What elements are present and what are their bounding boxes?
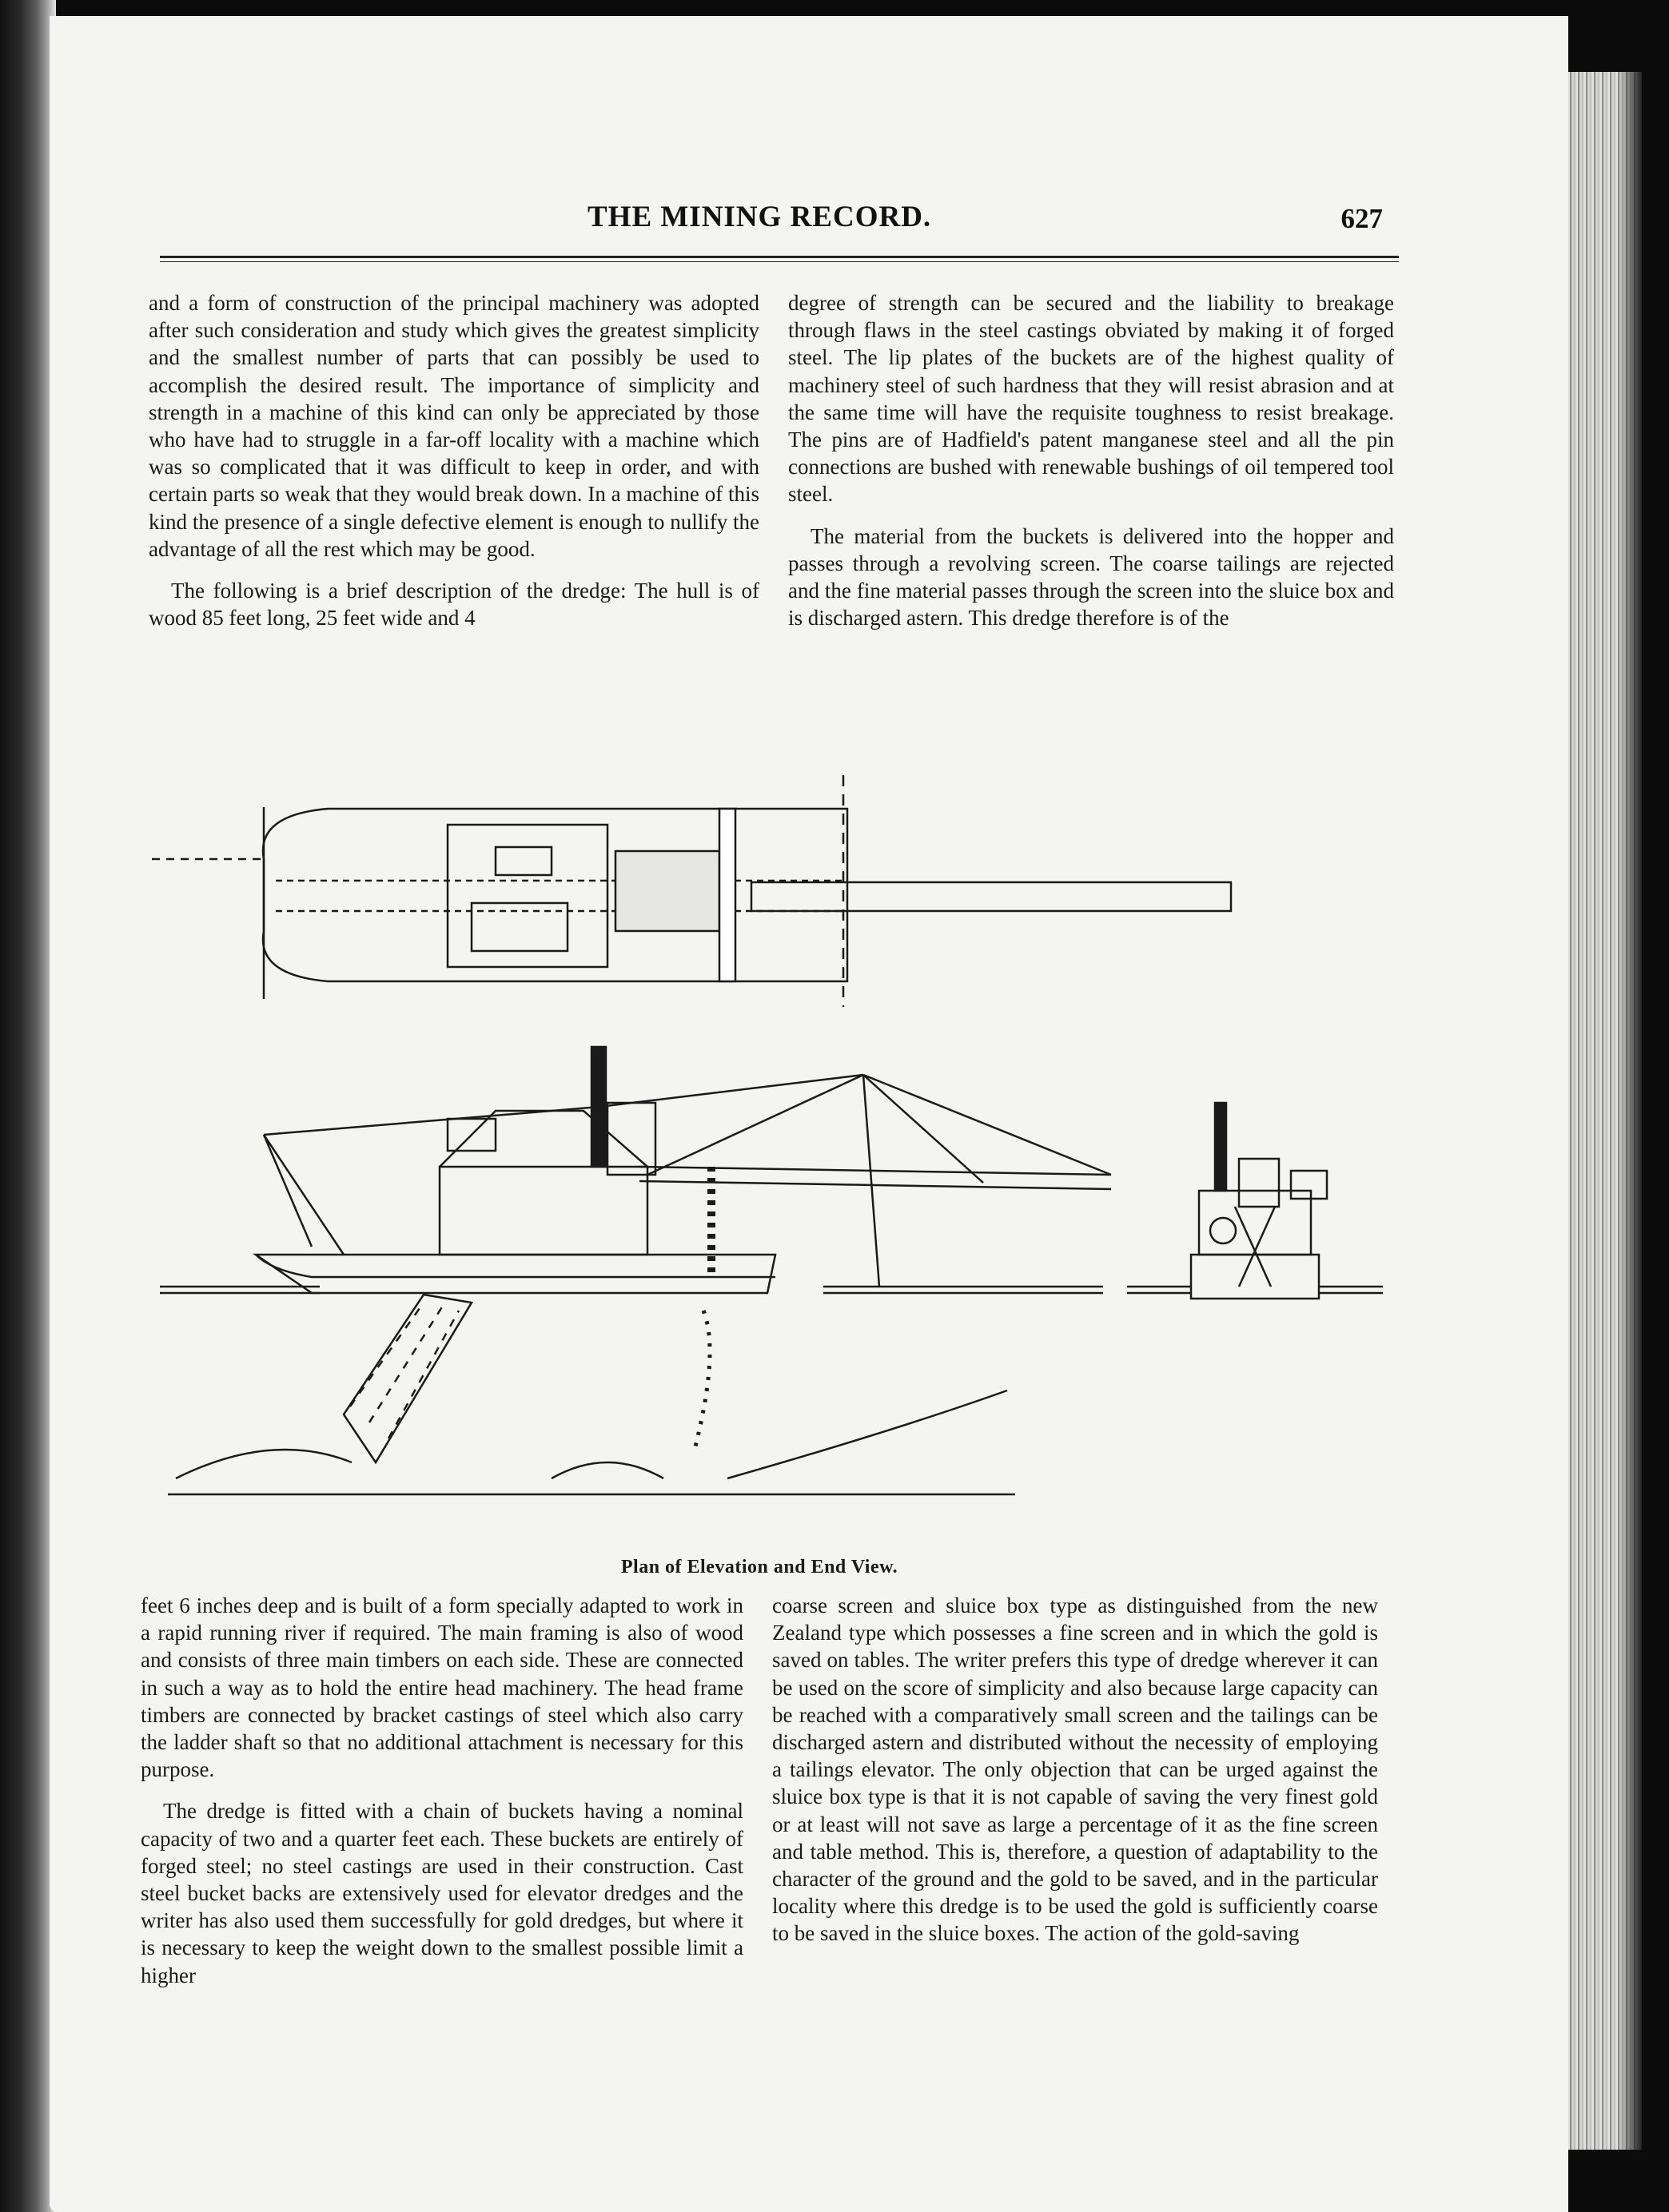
figure-caption: Plan of Elevation and End View.: [620, 1557, 898, 1577]
column-top-right: [788, 289, 1394, 631]
paragraph: The material from the buckets is delivered into the hopper and passes through a revolving screen. The coarse tailings are rejected and the fine material passes through the screen into the sluice box and is discharged astern. This dredge therefore is of the: [788, 523, 1394, 631]
column-bottom-right: [772, 1592, 1378, 1947]
paragraph: coarse screen and sluice box type as distinguished from the new Zealand type which possesses a fine screen and in which the gold is saved on tables. The writer prefers this type of dredge wherever it can be used on the score of simplicity and also because large capacity can be reached with a comparatively small screen and the tailings can be discharged astern and distributed without the necessity of employing a tailings elevator. The only objection that can be urged against the sluice box type is that it is not capable of saving the very finest gold or at least will not save as large a percentage of it as the fine screen and table method. This is, therefore, a question of adaptability to the character of the ground and the gold to be saved, and in the particular locality where this dredge is to be used the gold is sufficiently coarse to be saved in the sluice boxes. The action of the gold-saving: [772, 1593, 1378, 1946]
dredge-illustration: [136, 759, 1415, 1534]
header-rule-thick: [160, 256, 1399, 258]
column-top-left: [149, 289, 759, 631]
paragraph: degree of strength can be secured and the liability to breakage through flaws in the steel castings obviated by making it of forged steel. The lip plates of the buckets are of the highest quality of machinery steel of such hardness that they will resist abrasion and at the same time will have the requisite toughness to resist breakage. The pins are of Hadfield's patent manganese steel and all the pin connections are bushed with renewable bushings of oil tempered tool steel.: [788, 291, 1394, 507]
journal-title: THE MINING RECORD.: [588, 201, 932, 233]
column-bottom-left: [141, 1592, 743, 1989]
page-number: 627: [1340, 203, 1383, 234]
running-header: [160, 200, 1383, 248]
dredge-end-view: [1127, 1103, 1383, 1299]
dredge-plan-view: [152, 775, 1231, 1007]
paragraph: The following is a brief description of the dredge: The hull is of wood 85 feet long, 25 feet wide and 4: [149, 579, 759, 631]
paragraph: and a form of construction of the principal machinery was adopted after such consideration and study which gives the greatest simplicity and the smallest number of parts that can possibly be used to accomplish the desired result. The importance of simplicity and strength in a machine of this kind can only be appreciated by those who have had to struggle in a far-off locality with a machine which was so complicated that it was difficult to keep in order, and with certain parts so weak that they would break down. In a machine of this kind the presence of a single defective element is enough to nullify the advantage of all the rest which may be good.: [149, 291, 759, 561]
book-binding-edge: [0, 0, 56, 2212]
paragraph: feet 6 inches deep and is built of a form specially adapted to work in a rapid running river if required. The main framing is also of wood and consists of three main timbers on each side. These are connected in such a way as to hold the entire head machinery. The head frame timbers are connected by bracket castings of steel which also carry the ladder shaft so that no additional attachment is necessary for this purpose.: [141, 1593, 743, 1782]
dredge-side-elevation: [160, 1047, 1111, 1494]
paragraph: The dredge is fitted with a chain of buckets having a nominal capacity of two and a quarter feet each. These buckets are entirely of forged steel; no steel castings are used in their construction. Cast steel bucket backs are extensively used for elevator dredges and the writer has also used them successfully for gold dredges, but where it is necessary to keep the weight down to the smallest possible limit a higher: [141, 1799, 743, 1987]
header-rule-thin: [160, 261, 1399, 262]
